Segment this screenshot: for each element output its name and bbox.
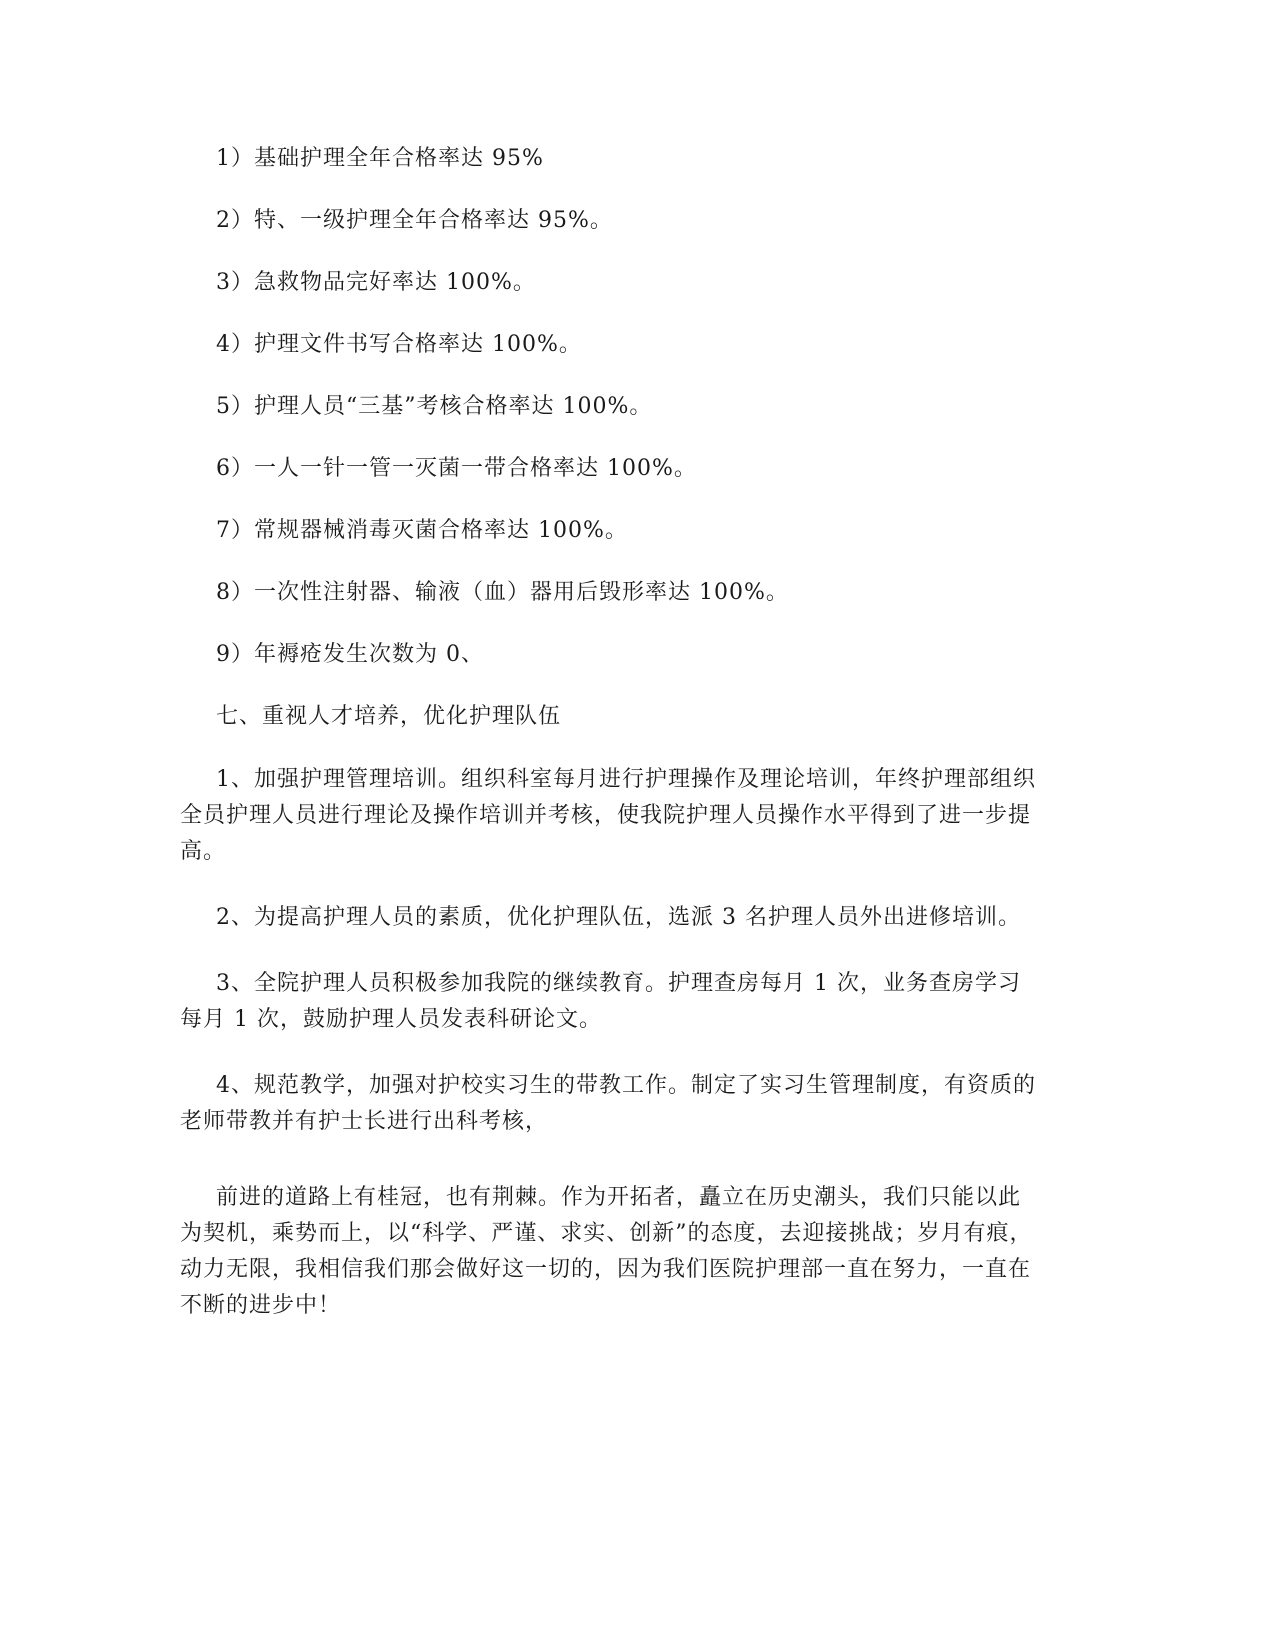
paragraph-2: 2、为提高护理人员的素质，优化护理队伍，选派 3 名护理人员外出进修培训。 <box>216 905 1021 930</box>
document-body <box>180 144 1040 1354</box>
list-item-8: 8）一次性注射器、输液（血）器用后毁形率达 100%。 <box>216 580 789 605</box>
paragraph-1: 1、加强护理管理培训。组织科室每月进行护理操作及理论培训，年终护理部组织全员护理人员进行理论及操作培训并考核，使我院护理人员操作水平得到了进一步提高。 <box>180 767 1036 864</box>
closing-paragraph: 前进的道路上有桂冠，也有荆棘。作为开拓者，矗立在历史潮头，我们只能以此为契机，乘势而上，以“科学、严谨、求实、创新”的态度，去迎接挑战；岁月有痕，动力无限，我相信我们那会做好这一切的，因为我们医院护理部一直在努力，一直在不断的进步中！ <box>180 1185 1033 1318</box>
paragraph-4: 4、规范教学，加强对护校实习生的带教工作。制定了实习生管理制度，有资质的老师带教并有护士长进行出科考核， <box>180 1073 1036 1134</box>
list-item-4: 4）护理文件书写合格率达 100%。 <box>216 332 582 357</box>
list-item-5: 5）护理人员“三基”考核合格率达 100%。 <box>216 394 653 419</box>
list-item-7: 7）常规器械消毒灭菌合格率达 100%。 <box>216 518 628 543</box>
list-item-1: 1）基础护理全年合格率达 95% <box>216 146 544 171</box>
list-item-2: 2）特、一级护理全年合格率达 95%。 <box>216 208 613 233</box>
list-item-6: 6）一人一针一管一灭菌一带合格率达 100%。 <box>216 456 697 481</box>
list-item-9: 9）年褥疮发生次数为 0、 <box>216 642 484 667</box>
paragraph-3: 3、全院护理人员积极参加我院的继续教育。护理查房每月 1 次，业务查房学习每月 1 次，鼓励护理人员发表科研论文。 <box>180 971 1021 1032</box>
section-heading: 七、重视人才培养，优化护理队伍 <box>216 704 562 729</box>
list-item-3: 3）急救物品完好率达 100%。 <box>216 270 536 295</box>
